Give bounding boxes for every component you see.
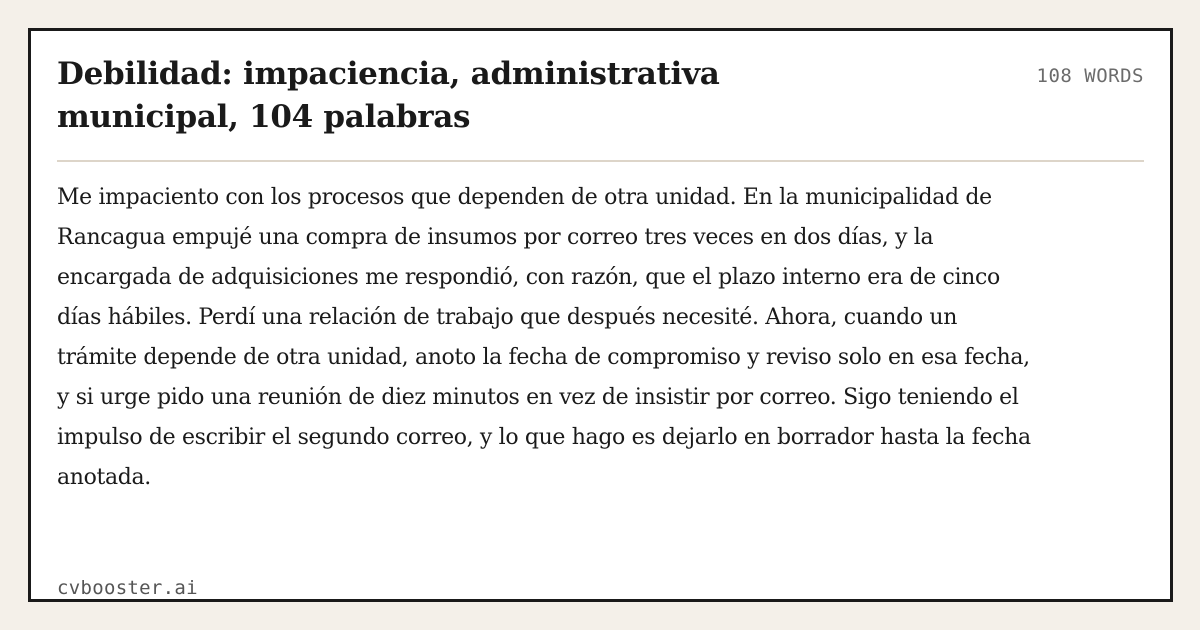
answer-body-text: Me impaciento con los procesos que dependen de otra unidad. En la municipalidad de Rancagua empujé una compra de insumos por correo tres veces en dos días, y la encargada de adquisiciones me respondió, con razón, que el plazo interno era de cinco días hábiles. Perdí una relación de trabajo que después necesité. Ahora, cuando un trámite depende de otra unidad, anoto la fecha de compromiso y reviso solo en esa fecha, y si urge pido una reunión de diez minutos en vez de insistir por correo. Sigo teniendo el impulso de escribir el segundo correo, y lo que hago es dejarlo en borrador hasta la fecha anotada.: [57, 185, 1031, 490]
answer-card: [28, 28, 1173, 602]
title-divider: [57, 160, 1144, 162]
card-title: Debilidad: impaciencia, administrativa municipal, 104 palabras: [57, 56, 720, 135]
word-count-label: 108 WORDS: [1036, 65, 1144, 87]
brand-footer: cvbooster.ai: [57, 577, 198, 599]
